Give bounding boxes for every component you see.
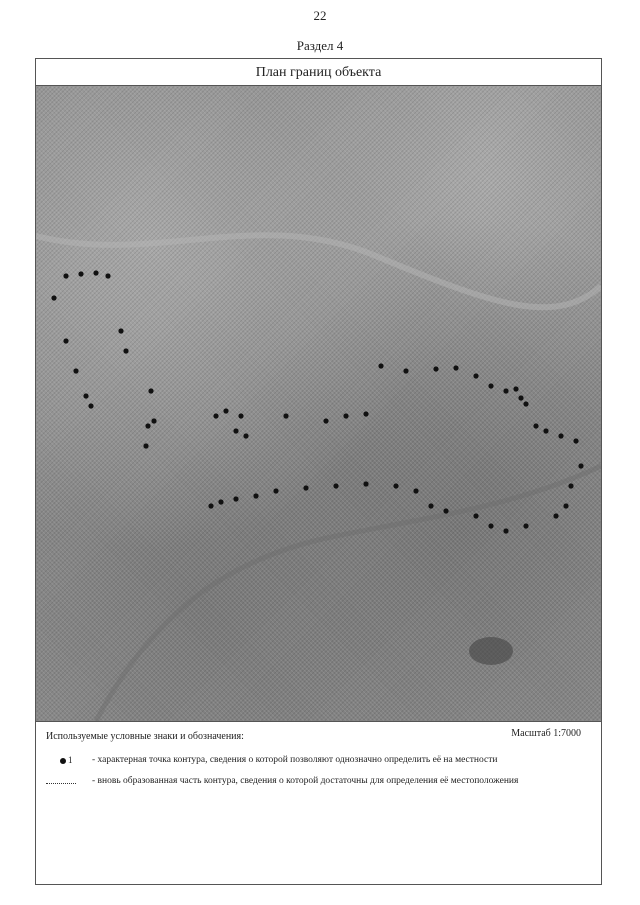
boundary-point — [563, 503, 568, 508]
boundary-point — [238, 413, 243, 418]
boundary-point — [558, 433, 563, 438]
boundary-point — [63, 338, 68, 343]
boundary-point — [83, 393, 88, 398]
boundary-point — [333, 483, 338, 488]
boundary-point — [393, 483, 398, 488]
boundary-point — [503, 528, 508, 533]
point-dot-icon — [60, 758, 66, 764]
boundary-points — [51, 270, 583, 533]
boundary-point — [578, 463, 583, 468]
boundary-point — [143, 443, 148, 448]
boundary-point — [543, 428, 548, 433]
point-symbol-number: 1 — [68, 755, 73, 765]
line-symbol — [46, 776, 86, 787]
dark-patch — [469, 637, 513, 665]
boundary-point — [63, 273, 68, 278]
boundary-point — [93, 270, 98, 275]
point-description: - характерная точка контура, сведения о которой позволяют однозначно определить её на местности — [92, 755, 498, 765]
boundary-point — [283, 413, 288, 418]
dotted-line-icon — [46, 783, 76, 784]
boundary-point — [518, 395, 523, 400]
boundary-point — [488, 383, 493, 388]
boundary-point — [473, 513, 478, 518]
aerial-photo-map — [36, 86, 601, 722]
boundary-point — [118, 328, 123, 333]
plan-title: План границ объекта — [36, 59, 601, 86]
boundary-point — [78, 271, 83, 276]
boundary-point — [243, 433, 248, 438]
boundary-overlay — [36, 86, 601, 721]
boundary-point — [403, 368, 408, 373]
boundary-point — [233, 496, 238, 501]
boundary-point — [253, 493, 258, 498]
boundary-point — [233, 428, 238, 433]
point-symbol — [46, 755, 86, 767]
boundary-point — [323, 418, 328, 423]
boundary-point — [568, 483, 573, 488]
boundary-point — [223, 408, 228, 413]
boundary-point — [303, 485, 308, 490]
boundary-point — [73, 368, 78, 373]
page-number: 22 — [313, 8, 327, 23]
boundary-point — [523, 401, 528, 406]
boundary-point — [453, 365, 458, 370]
boundary-point — [218, 499, 223, 504]
boundary-point — [473, 373, 478, 378]
boundary-point — [513, 386, 518, 391]
boundary-point — [503, 388, 508, 393]
boundary-point — [51, 295, 56, 300]
boundary-point — [208, 503, 213, 508]
boundary-point — [148, 388, 153, 393]
boundary-point — [433, 366, 438, 371]
boundary-point — [573, 438, 578, 443]
boundary-point — [413, 488, 418, 493]
faint-road — [96, 466, 601, 721]
boundary-point — [428, 503, 433, 508]
scale-label: Масштаб 1:7000 — [511, 728, 581, 739]
boundary-point — [378, 363, 383, 368]
section-title: Раздел 4 — [296, 38, 344, 53]
boundary-point — [123, 348, 128, 353]
boundary-point — [488, 523, 493, 528]
boundary-point — [273, 488, 278, 493]
document-frame — [35, 58, 602, 885]
boundary-point — [363, 481, 368, 486]
faint-road — [36, 235, 601, 307]
boundary-point — [523, 523, 528, 528]
boundary-point — [151, 418, 156, 423]
boundary-point — [88, 403, 93, 408]
boundary-point — [145, 423, 150, 428]
boundary-point — [343, 413, 348, 418]
boundary-point — [443, 508, 448, 513]
boundary-point — [213, 413, 218, 418]
boundary-point — [363, 411, 368, 416]
boundary-point — [553, 513, 558, 518]
line-description: - вновь образованная часть контура, сведения о которой достаточны для определения её местоположения — [92, 776, 519, 786]
boundary-point — [533, 423, 538, 428]
legend-heading: Используемые условные знаки и обозначения: — [46, 731, 244, 742]
boundary-point — [105, 273, 110, 278]
